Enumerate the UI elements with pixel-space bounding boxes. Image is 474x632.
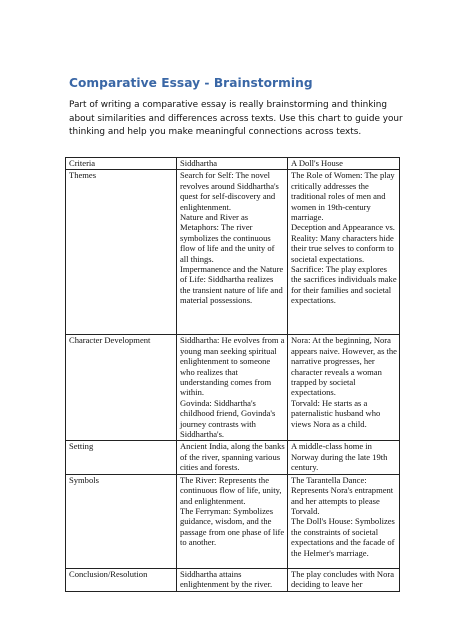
cell-entry: Search for Self: The novel revolves around Siddhartha's quest for self-discovery and enlightenment. xyxy=(180,170,279,212)
header-dolls-house: A Doll's House xyxy=(288,158,400,170)
cell-entry: Deception and Appearance vs. Reality: Many characters hide their true selves to conform to societal expectations. xyxy=(291,222,395,264)
dolls-house-cell xyxy=(288,441,400,474)
dolls-house-cell xyxy=(288,568,400,591)
cell-entry: The Ferryman: Symbolizes guidance, wisdom, and the passage from one phase of life to another. xyxy=(180,505,285,548)
cell-entry: Torvald: He starts as a paternalistic husband who views Nora as a child. xyxy=(291,397,381,429)
criteria-cell: Character Development xyxy=(66,335,177,441)
siddhartha-cell xyxy=(177,474,288,568)
cell-entry: Siddhartha: He evolves from a young man seeking spiritual enlightenment to someone who realizes that understanding comes from within. xyxy=(180,335,285,398)
header-criteria: Criteria xyxy=(66,158,177,170)
cell-entry: Nora: At the beginning, Nora appears naive. However, as the narrative progresses, her character reveals a woman trapped by societal expectations. xyxy=(291,335,397,398)
siddhartha-cell xyxy=(177,335,288,441)
cell-entry: A middle-class home in Norway during the late 19th century. xyxy=(291,441,388,473)
table-header-row xyxy=(66,158,400,170)
criteria-cell: Symbols xyxy=(66,474,177,568)
dolls-house-cell xyxy=(288,170,400,335)
cell-entry: Siddhartha attains enlightenment by the river. xyxy=(180,568,273,590)
cell-entry: Impermanence and the Nature of Life: Siddhartha realizes the transient nature of life and material possessions. xyxy=(180,264,284,306)
cell-entry: Sacrifice: The play explores the sacrifices individuals make for their families and societal expectations. xyxy=(291,264,397,306)
table-row-conclusion xyxy=(66,568,400,591)
dolls-house-cell xyxy=(288,474,400,568)
cell-entry: The Role of Women: The play critically addresses the traditional roles of men and women in 19th-century marriage. xyxy=(291,170,395,223)
cell-entry: The play concludes with Nora deciding to leave her xyxy=(291,568,395,590)
cell-entry: The Tarantella Dance: Represents Nora's entrapment and her attempts to please Torvald. xyxy=(291,474,394,516)
criteria-cell: Themes xyxy=(66,170,177,335)
table-row-themes xyxy=(66,170,400,335)
cell-entry: The Doll's House: Symbolizes the constraints of societal expectations and the facade of the Helmer's marriage. xyxy=(291,516,395,558)
table-row-symbols xyxy=(66,474,400,568)
header-siddhartha: Siddhartha xyxy=(177,158,288,170)
intro-paragraph: Part of writing a comparative essay is really brainstorming and thinking about similarities and differences across texts. Use this chart to guide your thinking and help you make meaningful connections across texts. xyxy=(69,100,403,138)
siddhartha-cell xyxy=(177,568,288,591)
document-title: Comparative Essay - Brainstorming xyxy=(69,76,313,90)
table-row-setting xyxy=(66,441,400,474)
siddhartha-cell xyxy=(177,441,288,474)
cell-entry: Govinda: Siddhartha's childhood friend, Govinda's journey contrasts with Siddhartha's. xyxy=(180,397,276,440)
cell-entry: Nature and River as Metaphors: The river symbolizes the continuous flow of life and the unity of all things. xyxy=(180,212,275,264)
criteria-cell: Setting xyxy=(66,441,177,474)
comparison-table xyxy=(65,157,400,592)
table-row-character-development xyxy=(66,335,400,441)
cell-entry: The River: Represents the continuous flow of life, unity, and enlightenment. xyxy=(180,474,282,506)
cell-entry: Ancient India, along the banks of the river, spanning various cities and forests. xyxy=(180,441,285,473)
siddhartha-cell xyxy=(177,170,288,335)
criteria-cell: Conclusion/Resolution xyxy=(66,568,177,591)
dolls-house-cell xyxy=(288,335,400,441)
